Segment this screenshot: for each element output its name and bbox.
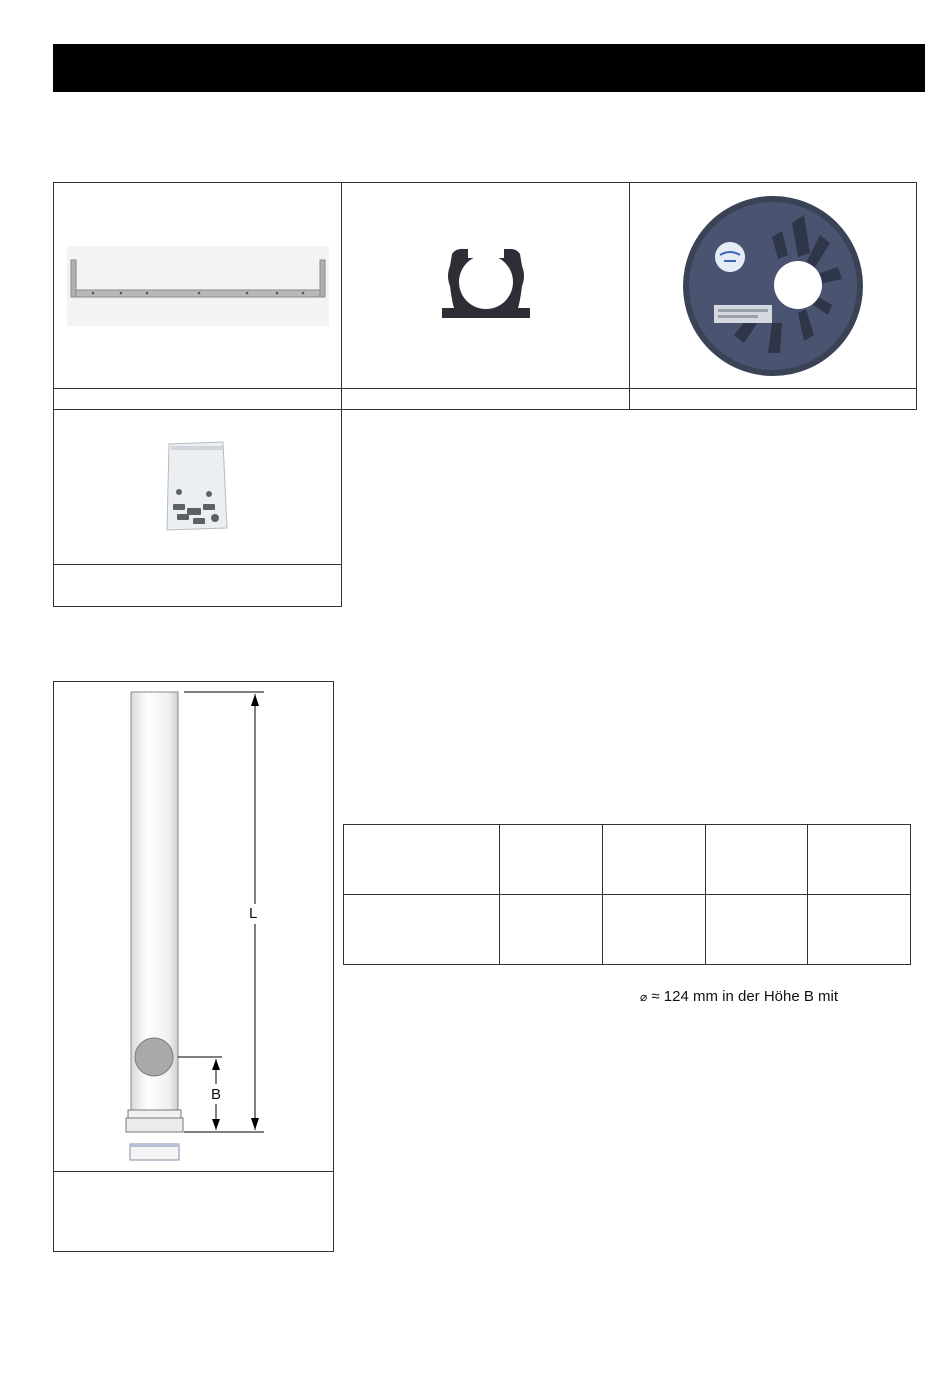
table-cell xyxy=(808,895,911,965)
height-label: B xyxy=(211,1086,222,1103)
part-screws-cell xyxy=(53,409,342,565)
table-cell xyxy=(500,825,603,895)
length-label: L xyxy=(249,905,258,922)
table-cell xyxy=(705,895,808,965)
diameter-note xyxy=(640,988,838,1005)
table-cell xyxy=(500,895,603,965)
diameter-note-text: ≈ 124 mm in der Höhe B mit xyxy=(651,988,839,1005)
pipe-caption xyxy=(53,1171,334,1252)
header-bar xyxy=(53,44,925,92)
rail-icon xyxy=(67,246,329,326)
part-rail-cell xyxy=(53,182,342,389)
pipe-drawing-icon xyxy=(54,682,333,1171)
screws-caption xyxy=(53,564,342,607)
lid-caption xyxy=(629,388,917,410)
table-cell xyxy=(603,825,706,895)
table-cell xyxy=(344,825,500,895)
clamp-caption xyxy=(341,388,630,410)
pipe-clamp-icon xyxy=(438,246,534,326)
table-cell xyxy=(705,825,808,895)
dimension-table xyxy=(343,824,911,965)
pipe-figure-cell xyxy=(53,681,334,1172)
table-row xyxy=(344,895,911,965)
table-cell xyxy=(808,825,911,895)
diameter-symbol: ⌀ xyxy=(640,990,648,1004)
table-cell xyxy=(603,895,706,965)
table-cell xyxy=(344,895,500,965)
table-row xyxy=(344,825,911,895)
part-clamp-cell xyxy=(341,182,630,389)
screw-bag-icon xyxy=(163,440,233,534)
part-lid-cell xyxy=(629,182,917,389)
rail-caption xyxy=(53,388,342,410)
round-lid-icon xyxy=(680,193,866,379)
